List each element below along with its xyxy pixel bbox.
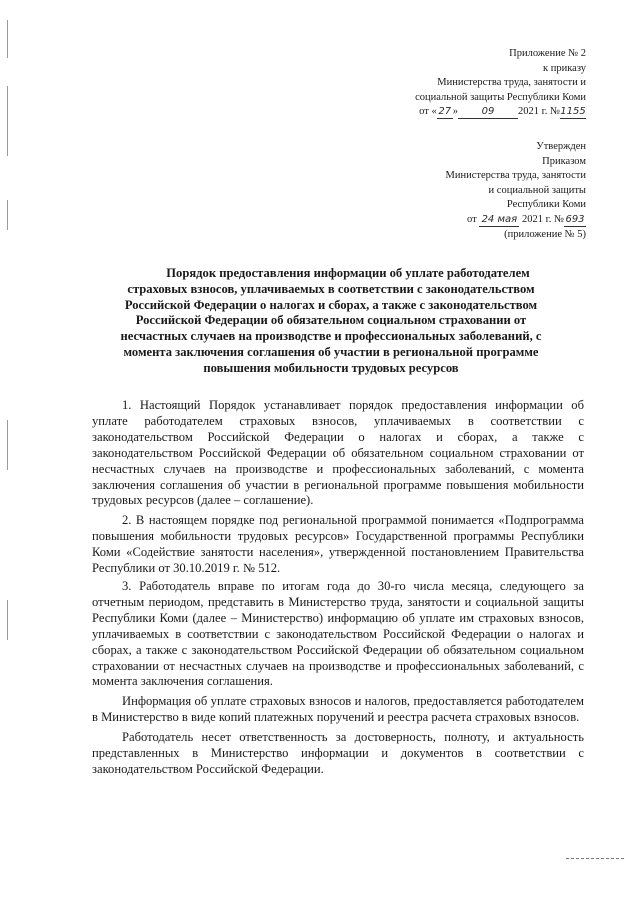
scan-edge-mark — [7, 200, 8, 230]
scan-edge-mark — [7, 420, 8, 470]
approval-date: 24 мая — [479, 214, 519, 227]
title-line: Порядок предоставления информации об уплате работодателем — [166, 266, 530, 280]
paragraph-2: 2. В настоящем порядке под региональной программой понимается «Подпрограмма повышения мобильности трудовых ресурсов» Государственной программы Республики Коми «Содействие занятости населения», утвержденной постановлением Правительства Республики от 30.10.2019 г. № 512. — [92, 513, 584, 576]
approval-date-prefix: от — [467, 213, 477, 225]
annex-line: Министерства труда, занятости и — [437, 77, 586, 89]
approval-year: 2021 г. № — [521, 213, 564, 225]
approval-line: Республики Коми — [506, 199, 586, 211]
title-line: страховых взносов, уплачиваемых в соответствии с законодательством — [127, 281, 535, 296]
paragraph-1: 1. Настоящий Порядок устанавливает порядок предоставления информации об уплате работодателем страховых взносов, уплачиваемых в соответствии с законодательством Российской Федерации о налогах и сборах, а также с законодательством Российской Федерации об обязательном социальном страховании от несчастных случаев на производстве и профессиональных заболеваний, с момента заключения соглашения об участии в региональной программе повышения мобильности трудовых ресурсов (далее – соглашение). — [92, 398, 584, 508]
annex-month: 09 — [458, 106, 518, 119]
annex-date-line — [326, 105, 586, 120]
title-line: несчастных случаев на производстве и профессиональных заболеваний, с — [120, 329, 542, 344]
footer-divider — [566, 858, 624, 859]
annex-line: социальной защиты Республики Коми — [415, 91, 586, 103]
approval-block — [326, 140, 586, 242]
annex-year: 2021 г. № — [517, 106, 560, 118]
paragraph-3: 3. Работодатель вправе по итогам года до 30-го числа месяца, следующего за отчетным периодом, представить в Министерство труда, занятости и социальной защиты Республики Коми (далее – Министерство) информацию об уплате им страховых взносов, уплачиваемых в соответствии с законодательством Российской Федерации о налогах и сборах, а также с законодательством Российской Федерации об обязательном социальном страховании от несчастных случаев на производстве и профессиональных заболеваний, с момента заключения соглашения. — [92, 578, 584, 689]
annex-line: к приказу — [543, 62, 586, 74]
approval-line: Приказом — [542, 155, 586, 167]
scan-edge-mark — [7, 600, 8, 640]
approval-date-line — [326, 213, 586, 228]
title-line: повышения мобильности трудовых ресурсов — [203, 360, 459, 375]
annex-date-prefix: от « — [419, 106, 437, 118]
annex-line: Приложение № 2 — [509, 48, 586, 59]
annex-day: 27 — [438, 106, 452, 118]
approval-line: Министерства труда, занятости — [445, 170, 586, 182]
scan-edge-mark — [7, 86, 8, 156]
approval-number: 693 — [565, 213, 585, 225]
annex-header — [326, 47, 586, 120]
scan-edge-mark — [7, 20, 8, 58]
paragraph-5: Работодатель несет ответственность за достоверность, полноту, и актуальность представленных в Министерство информации и документов в соответствии с законодательством Российской Федерации. — [92, 730, 584, 776]
approval-note: (приложение № 5) — [504, 228, 586, 240]
title-line: момента заключения соглашения об участии в региональной программе — [123, 344, 539, 359]
title-line: Российской Федерации об обязательном социальном страховании от — [135, 313, 527, 328]
approval-line: и социальной защиты — [488, 184, 586, 196]
annex-date-mid: » — [452, 106, 458, 118]
approval-line: Утвержден — [536, 141, 586, 152]
paragraph-4: Информация об уплате страховых взносов и налогов, предоставляется работодателем в Министерство в виде копий платежных поручений и реестра расчета страховых взносов. — [92, 694, 584, 725]
annex-number: 1155 — [560, 106, 586, 118]
title-line: Российской Федерации о налогах и сборах, а также с законодательством — [124, 297, 538, 312]
document-title — [92, 266, 570, 377]
document-body — [92, 398, 584, 782]
